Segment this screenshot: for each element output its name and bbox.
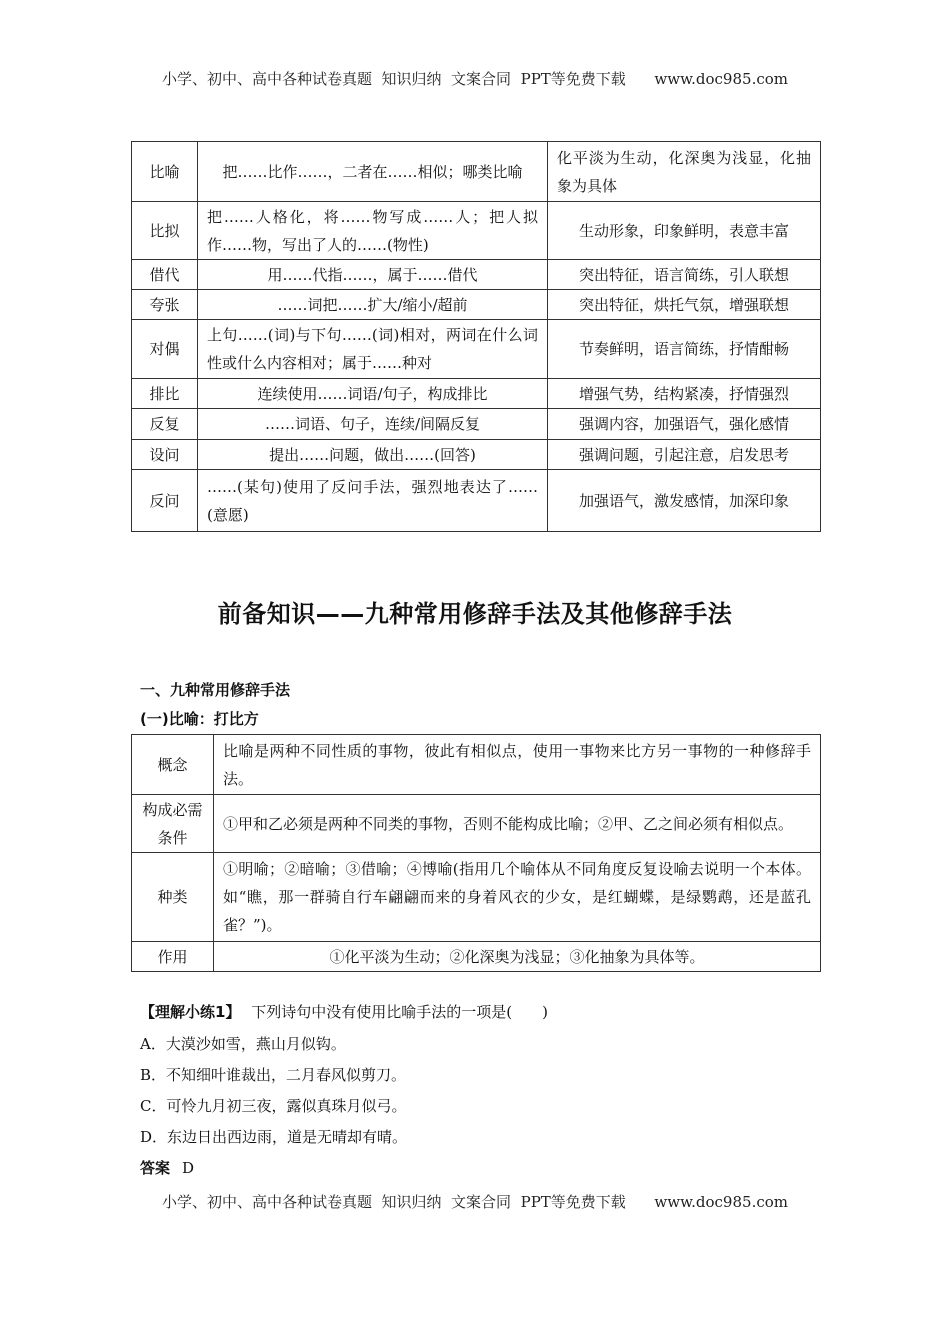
device-name: 反问 [132, 470, 198, 532]
device-effect: 增强气势，结构紧凑，抒情强烈 [548, 379, 821, 409]
page-title: 前备知识——九种常用修辞手法及其他修辞手法 [217, 600, 733, 628]
option-a: A．大漠沙如雪，燕山月似钩。 [140, 1035, 346, 1053]
answer-pattern: 把……比作……，二者在……相似；哪类比喻 [198, 142, 548, 202]
device-name: 比拟 [132, 202, 198, 260]
table-row [132, 142, 821, 202]
device-name: 比喻 [132, 142, 198, 202]
table-row [132, 795, 821, 853]
answer-pattern: 把……人格化，将……物写成……人；把人拟作……物，写出了人的……(物性) [198, 202, 548, 260]
option-d: D．东边日出西边雨，道是无晴却有晴。 [140, 1128, 408, 1146]
metaphor-table [131, 734, 821, 972]
table-row [132, 735, 821, 795]
device-effect: 强调内容，加强语气，强化感情 [548, 409, 821, 440]
device-effect: 加强语气，激发感情，加深印象 [548, 470, 821, 532]
table-row [132, 440, 821, 470]
question-label: 【理解小练1】 [140, 1003, 241, 1021]
rhetoric-summary-table [131, 141, 821, 532]
device-effect: 生动形象，印象鲜明，表意丰富 [548, 202, 821, 260]
device-name: 对偶 [132, 320, 198, 379]
section-heading: 一、九种常用修辞手法 [140, 681, 291, 699]
row-content: ①化平淡为生动；②化深奥为浅显；③化抽象为具体等。 [214, 942, 821, 972]
table-row [132, 470, 821, 532]
answer-label: 答案 [140, 1159, 171, 1177]
row-label: 构成必需条件 [132, 795, 214, 853]
device-name: 排比 [132, 379, 198, 409]
device-effect: 节奏鲜明，语言简练，抒情酣畅 [548, 320, 821, 379]
device-effect: 突出特征，烘托气氛，增强联想 [548, 290, 821, 320]
subsection-heading: (一)比喻：打比方 [140, 710, 259, 728]
row-content: ①甲和乙必须是两种不同类的事物，否则不能构成比喻；②甲、乙之间必须有相似点。 [214, 795, 821, 853]
option-c: C．可怜九月初三夜，露似真珠月似弓。 [140, 1097, 407, 1115]
answer-pattern: ……词把……扩大/缩小/超前 [198, 290, 548, 320]
device-effect: 化平淡为生动，化深奥为浅显，化抽象为具体 [548, 142, 821, 202]
row-label: 概念 [132, 735, 214, 795]
answer-pattern: 上句……(词)与下句……(词)相对，两词在什么词性或什么内容相对；属于……种对 [198, 320, 548, 379]
table-row [132, 942, 821, 972]
answer-pattern: 提出……问题，做出……(回答) [198, 440, 548, 470]
device-name: 设问 [132, 440, 198, 470]
page-footer: 小学、初中、高中各种试卷真题 知识归纳 文案合同 PPT等免费下载 www.doc985.com [161, 1193, 788, 1211]
page-header: 小学、初中、高中各种试卷真题 知识归纳 文案合同 PPT等免费下载 www.doc985.com [161, 70, 788, 88]
question-stem: 下列诗句中没有使用比喻手法的一项是( ) [251, 1003, 548, 1021]
device-effect: 突出特征，语言简练，引人联想 [548, 260, 821, 290]
row-label: 作用 [132, 942, 214, 972]
device-name: 夸张 [132, 290, 198, 320]
device-effect: 强调问题，引起注意，启发思考 [548, 440, 821, 470]
answer-pattern: 连续使用……词语/句子，构成排比 [198, 379, 548, 409]
answer-line [140, 1157, 194, 1178]
practice-question [140, 1001, 548, 1022]
table-row [132, 260, 821, 290]
answer-pattern: ……(某句)使用了反问手法，强烈地表达了……(意愿) [198, 470, 548, 532]
table-row [132, 320, 821, 379]
table-row [132, 409, 821, 440]
table-row [132, 290, 821, 320]
row-content: 比喻是两种不同性质的事物，彼此有相似点，使用一事物来比方另一事物的一种修辞手法。 [214, 735, 821, 795]
device-name: 借代 [132, 260, 198, 290]
table-row [132, 379, 821, 409]
answer-pattern: 用……代指……，属于……借代 [198, 260, 548, 290]
table-row [132, 853, 821, 942]
row-content: ①明喻；②暗喻；③借喻；④博喻(指用几个喻体从不同角度反复设喻去说明一个本体。如“瞧，那一群骑自行车翩翩而来的身着风衣的少女，是红蝴蝶，是绿鹦鹉，还是蓝孔雀？”)。 [214, 853, 821, 942]
row-label: 种类 [132, 853, 214, 942]
answer-value: D [182, 1159, 195, 1177]
answer-pattern: ……词语、句子，连续/间隔反复 [198, 409, 548, 440]
option-b: B．不知细叶谁裁出，二月春风似剪刀。 [140, 1066, 407, 1084]
device-name: 反复 [132, 409, 198, 440]
table-row [132, 202, 821, 260]
